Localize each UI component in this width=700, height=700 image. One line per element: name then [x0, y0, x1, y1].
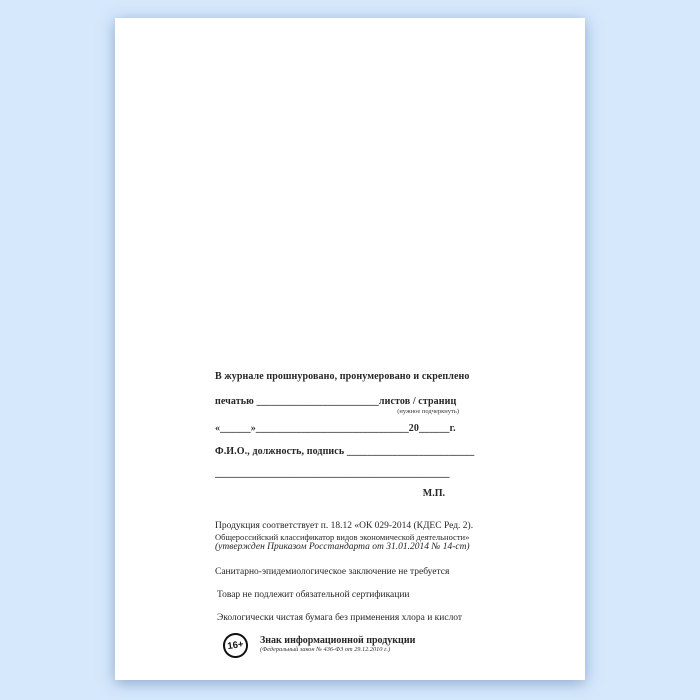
certification-note: Товар не подлежит обязательной сертификации — [217, 590, 410, 600]
age-mark-row — [223, 633, 459, 658]
date-line: «______»______________________________20______г. — [215, 423, 456, 434]
underline-note: (нужное подчеркнуть) — [397, 408, 459, 415]
compliance-line-1: Продукция соответствует п. 18.12 «ОК 029-2014 (КДЕС Ред. 2). — [215, 521, 474, 531]
compliance-line-3: (утвержден Приказом Росстандарта от 31.01.2014 № 14-ст) — [215, 542, 470, 552]
stamp-place-label: М.П. — [422, 488, 445, 499]
document-page — [115, 18, 585, 680]
stitch-statement-line: В журнале прошнуровано, пронумеровано и скреплено — [215, 371, 470, 382]
name-position-signature-line: Ф.И.О., должность, подпись _________________________ — [215, 446, 475, 457]
age-mark-title: Знак информационной продукции — [260, 635, 416, 646]
age-16-plus-icon: 16+ — [221, 631, 249, 659]
eco-paper-note: Экологически чистая бумага без применения хлора и кислот — [217, 613, 463, 623]
compliance-block — [215, 521, 474, 553]
page-content — [215, 370, 475, 658]
age-mark-text — [260, 633, 415, 654]
age-mark-law: (Федеральный закон № 436-ФЗ от 29.12.2010 г.) — [260, 646, 391, 653]
sanitary-note: Санитарно-эпидемиологическое заключение не требуется — [215, 567, 450, 577]
compliance-line-2: Общероссийский классификатор видов экономической деятельности» — [215, 532, 470, 542]
seal-sheets-line: печатью ________________________листов / страниц — [215, 396, 457, 407]
blank-rule-line: ______________________________________________ — [215, 468, 450, 479]
